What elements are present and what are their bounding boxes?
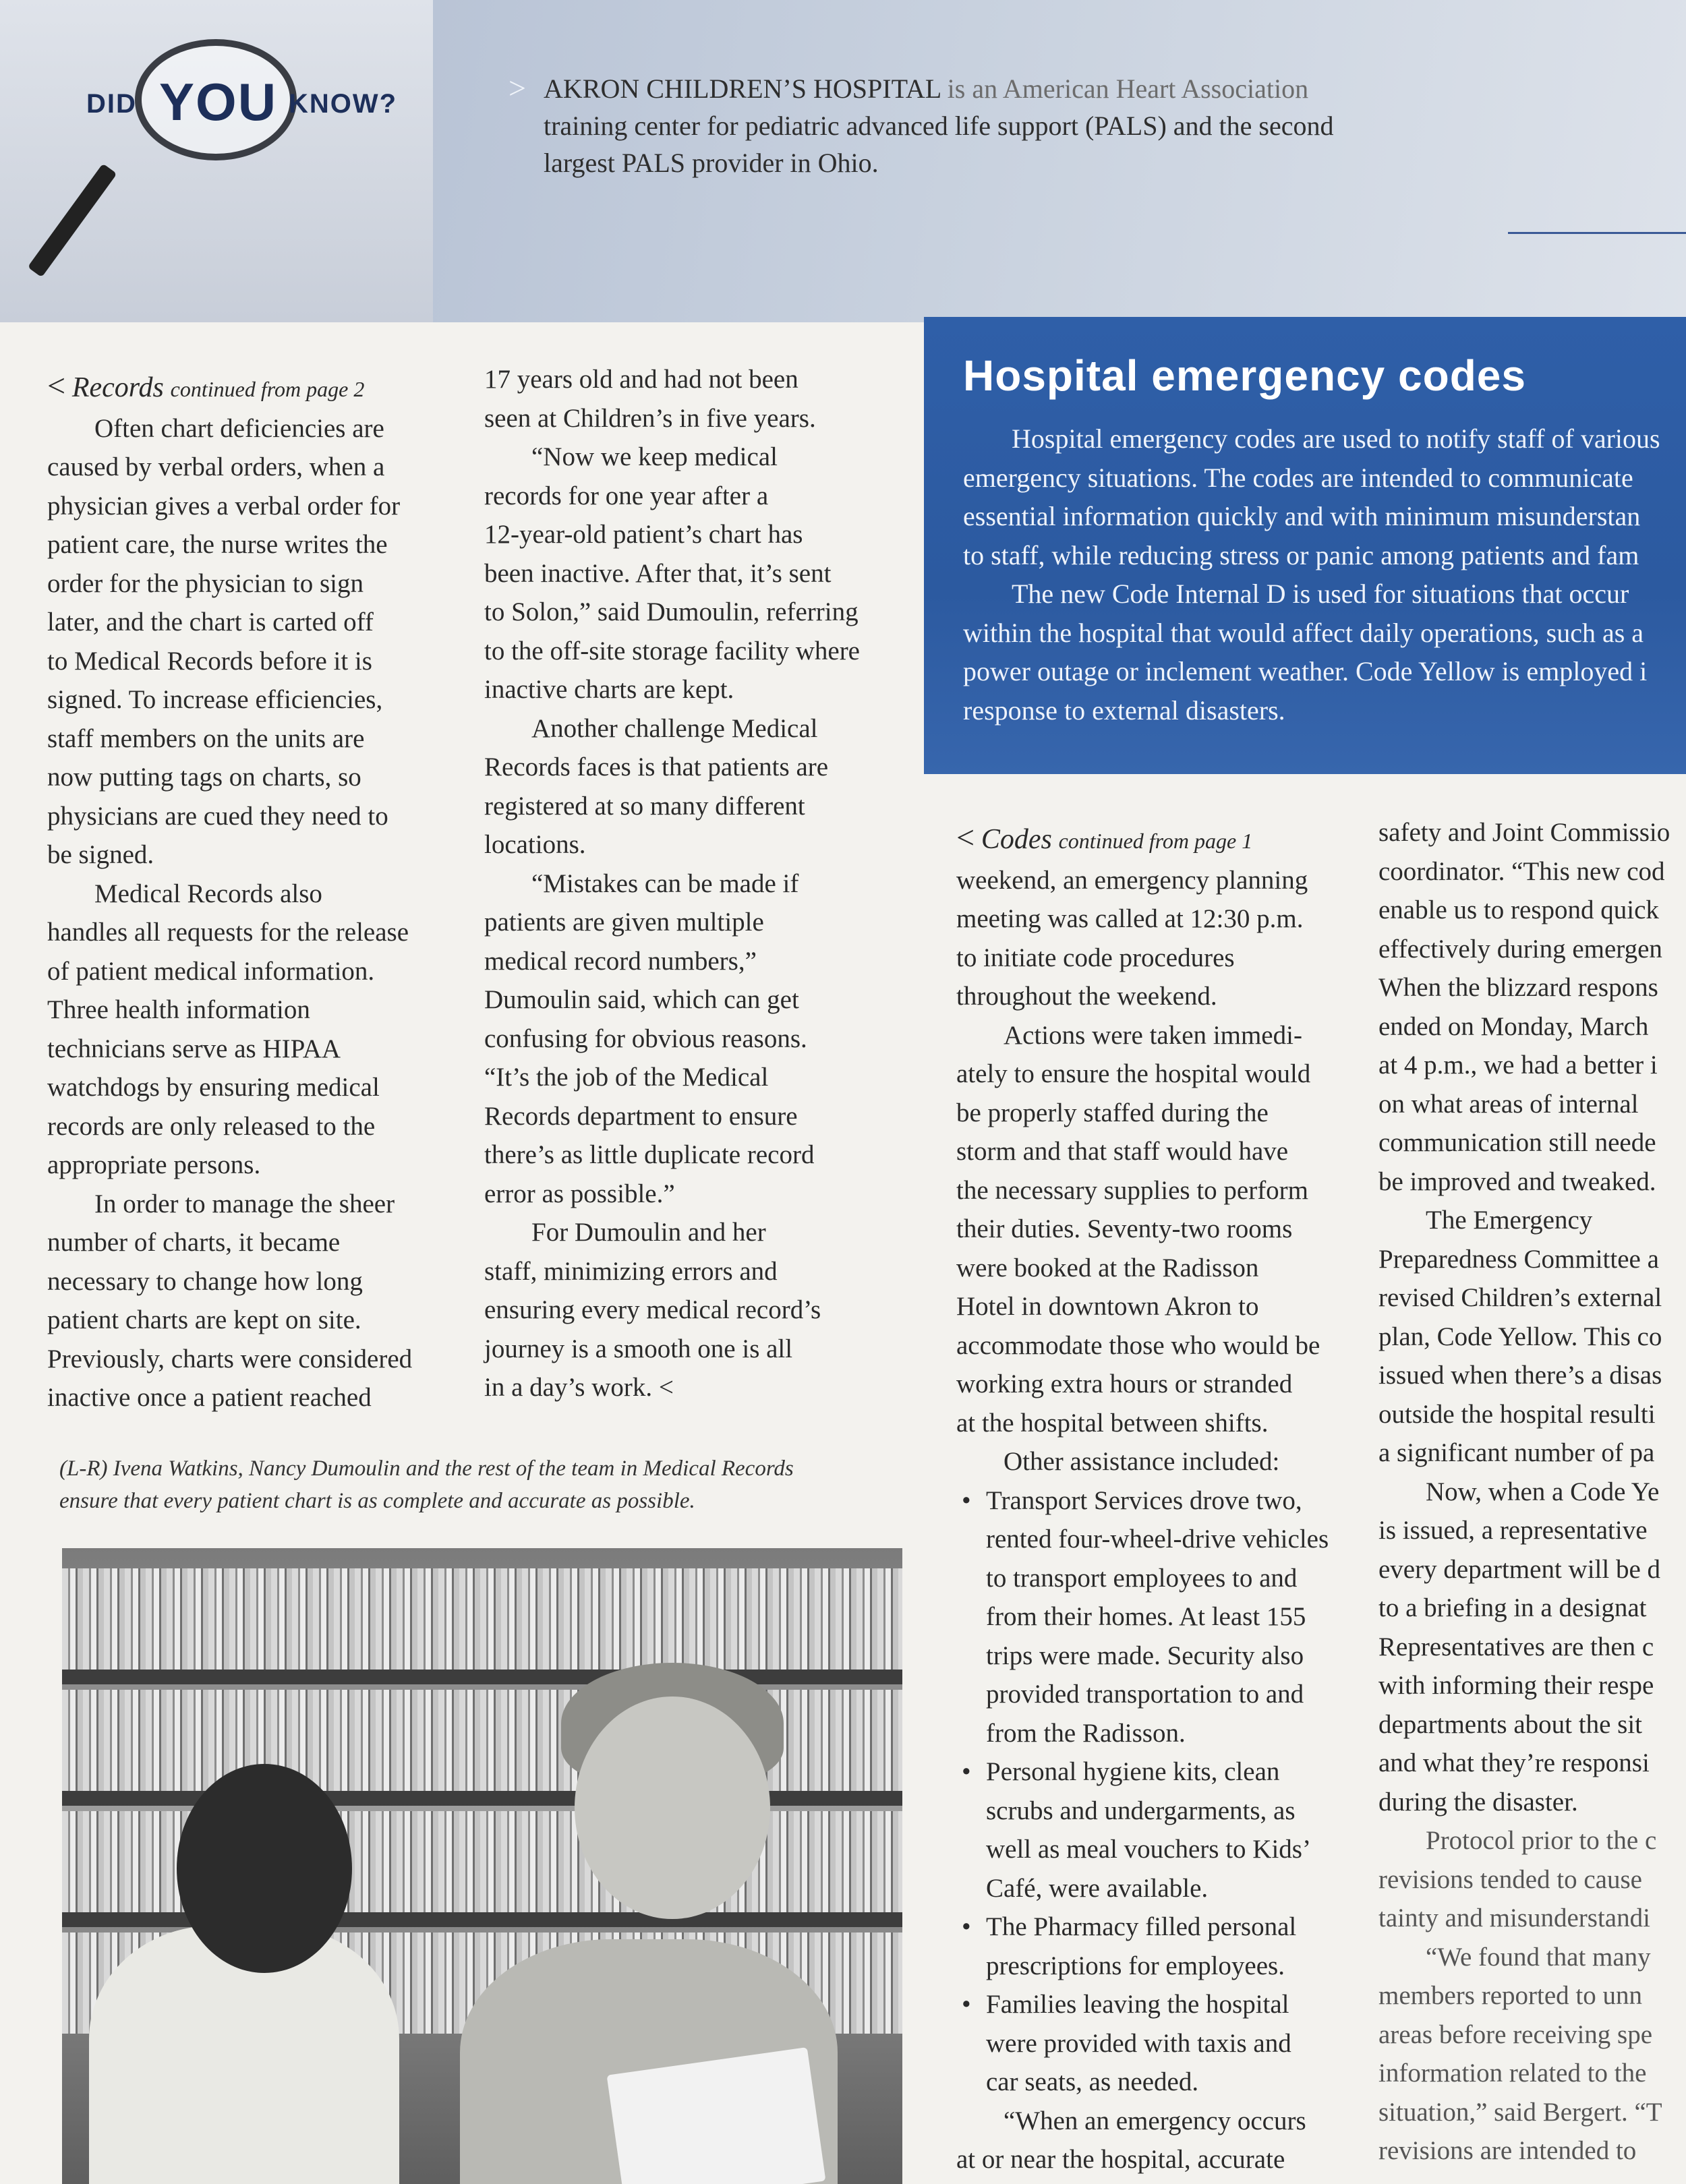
- list-item: [956, 1908, 1361, 1985]
- list-item: [956, 1752, 1361, 1908]
- text-line: be improved and tweaked.: [1378, 1167, 1656, 1196]
- text-line: signed. To increase efficiencies,: [47, 685, 383, 714]
- file-shelf: [62, 1568, 902, 1670]
- text-line: weekend, an emergency planning: [956, 865, 1308, 895]
- text-line: Representatives are then c: [1378, 1632, 1654, 1661]
- codes-title: Hospital emergency codes: [963, 351, 1526, 400]
- text-line: appropriate persons.: [47, 1150, 261, 1179]
- continued-arrow-icon: <: [47, 368, 66, 404]
- text-line: to initiate code procedures: [956, 943, 1235, 972]
- text-line: handles all requests for the release: [47, 918, 409, 947]
- text-line: the necessary supplies to perform: [956, 1175, 1309, 1205]
- text-line: Actions were taken immedi-: [1004, 1020, 1302, 1050]
- records-paragraph-3: [47, 1185, 465, 1417]
- text-line: 12-year-old patient’s chart has: [484, 520, 803, 549]
- caption-line: ensure that every patient chart is as complete and accurate as possible.: [59, 1489, 695, 1513]
- fact-arrow-icon: >: [508, 71, 526, 105]
- text-line: enable us to respond quick: [1378, 895, 1659, 924]
- text-line: records for one year after a: [484, 481, 769, 510]
- text-line: to the off-site storage facility where: [484, 636, 860, 666]
- text-line: error as possible.”: [484, 1179, 675, 1208]
- text-line: physicians are cued they need to: [47, 801, 388, 831]
- text-line: revisions are intended to: [1378, 2136, 1637, 2165]
- text-line: at or near the hospital, accurate: [956, 2145, 1285, 2174]
- text-line: emergency situations. The codes are intended to communicate: [963, 462, 1633, 493]
- fact-line-2: training center for pediatric advanced life support (PALS) and the second: [544, 111, 1334, 141]
- person-right-head: [575, 1696, 770, 1919]
- text-line: Three health information: [47, 995, 310, 1024]
- continued-arrow-icon: <: [956, 820, 975, 856]
- text-line: patients are given multiple: [484, 908, 764, 937]
- text-line: Previously, charts were considered: [47, 1344, 413, 1374]
- text-line: situation,” said Bergert. “T: [1378, 2097, 1662, 2127]
- text-line: “Now we keep medical: [531, 442, 778, 471]
- text-line: to a briefing in a designat: [1378, 1593, 1647, 1622]
- records-column-1: [47, 367, 465, 1417]
- fact-line-3: largest PALS provider in Ohio.: [544, 148, 879, 178]
- text-line: accommodate those who would be: [956, 1330, 1320, 1360]
- text-line: “We found that many: [1426, 1942, 1651, 1972]
- text-line: caused by verbal orders, when a: [47, 452, 385, 481]
- text-line: Records faces is that patients are: [484, 752, 829, 781]
- text-line: patient charts are kept on site.: [47, 1305, 361, 1334]
- text-line: Preparedness Committee a: [1378, 1244, 1659, 1274]
- codes-continued-text: continued from page 1: [1058, 829, 1253, 853]
- text-line: meeting was called at 12:30 p.m.: [956, 904, 1304, 933]
- text-line: • Transport Services drove two,: [986, 1485, 1302, 1515]
- text-line: “Mistakes can be made if: [531, 868, 799, 898]
- codes-lead-word: Codes: [981, 824, 1052, 855]
- text-line: be signed.: [47, 840, 154, 869]
- text-line: patient care, the nurse writes the: [47, 530, 388, 559]
- text-line: to Medical Records before it is: [47, 646, 372, 676]
- text-line: communication still neede: [1378, 1128, 1656, 1157]
- text-line: trips were made. Security also: [986, 1641, 1304, 1670]
- text-line: ended on Monday, March: [1378, 1011, 1649, 1041]
- text-line: inactive once a patient reached: [47, 1383, 372, 1412]
- text-line: to transport employees to and: [986, 1563, 1298, 1593]
- text-line: physician gives a verbal order for: [47, 491, 401, 521]
- text-line: at the hospital between shifts.: [956, 1408, 1269, 1438]
- decorative-rule: [1508, 232, 1686, 234]
- text-line: Café, were available.: [986, 1873, 1209, 1903]
- text-line: their duties. Seventy-two rooms: [956, 1214, 1293, 1243]
- fact-line-1-rest: is an American Heart Association: [947, 73, 1309, 104]
- fact-lead: AKRON CHILDREN’S HOSPITAL: [544, 73, 941, 104]
- dyk-know-label: KNOW?: [289, 89, 398, 119]
- text-line: • The Pharmacy filled personal: [986, 1912, 1297, 1941]
- text-line: Records department to ensure: [484, 1101, 798, 1131]
- text-line: Dumoulin said, which can get: [484, 985, 799, 1014]
- text-line: necessary to change how long: [47, 1266, 363, 1296]
- text-line: technicians serve as HIPAA: [47, 1034, 341, 1063]
- text-line: When the blizzard respons: [1378, 973, 1658, 1002]
- text-line: provided transportation to and: [986, 1680, 1304, 1709]
- text-line: with informing their respe: [1378, 1671, 1654, 1700]
- text-line: were provided with taxis and: [986, 2028, 1291, 2058]
- text-line: Hotel in downtown Akron to: [956, 1292, 1259, 1321]
- text-line: every department will be d: [1378, 1554, 1661, 1584]
- text-line: For Dumoulin and her: [531, 1218, 766, 1247]
- records-continued-text: continued from page 2: [170, 377, 365, 401]
- text-line: to Solon,” said Dumoulin, referring: [484, 597, 859, 626]
- text-line: issued when there’s a disas: [1378, 1361, 1662, 1390]
- text-line: staff members on the units are: [47, 724, 365, 753]
- text-line: Often chart deficiencies are: [94, 413, 384, 443]
- codes-continued-lead: [956, 819, 1361, 861]
- text-line: power outage or inclement weather. Code Yellow is employed i: [963, 656, 1648, 686]
- person-left-head: [177, 1764, 352, 1973]
- text-line: were booked at the Radisson: [956, 1253, 1259, 1282]
- text-line: registered at so many different: [484, 791, 805, 821]
- text-line: The Emergency: [1426, 1206, 1593, 1235]
- text-line: staff, minimizing errors and: [484, 1256, 778, 1286]
- caption-line: (L-R) Ivena Watkins, Nancy Dumoulin and the rest of the team in Medical Records: [59, 1456, 794, 1481]
- medical-records-team-photo: [62, 1548, 902, 2184]
- codes-column-1: [956, 819, 1361, 2179]
- text-line: from their homes. At least 155: [986, 1602, 1306, 1631]
- text-line: In order to manage the sheer: [94, 1189, 395, 1218]
- text-line: revised Children’s external: [1378, 1283, 1662, 1312]
- dyk-did-label: DID: [86, 89, 137, 119]
- text-line: coordinator. “This new cod: [1378, 856, 1665, 886]
- list-item: [956, 1481, 1361, 1753]
- text-line: information related to the: [1378, 2059, 1647, 2088]
- text-line: departments about the sit: [1378, 1709, 1642, 1739]
- text-line: car seats, as needed.: [986, 2067, 1199, 2096]
- text-line: seen at Children’s in five years.: [484, 403, 816, 433]
- text-line: response to external disasters.: [963, 695, 1285, 726]
- text-line: during the disaster.: [1378, 1787, 1578, 1817]
- photo-caption: [59, 1452, 869, 1517]
- text-line: 17 years old and had not been: [484, 365, 798, 394]
- text-line: in a day’s work. <: [484, 1373, 674, 1402]
- text-line: there’s as little duplicate record: [484, 1140, 815, 1169]
- text-line: and what they’re responsi: [1378, 1748, 1650, 1777]
- text-line: a significant number of pa: [1378, 1438, 1655, 1467]
- text-line: well as meal vouchers to Kids’: [986, 1835, 1311, 1864]
- text-line: of patient medical information.: [47, 956, 375, 986]
- text-line: plan, Code Yellow. This co: [1378, 1322, 1662, 1351]
- shelf-edge: [62, 1670, 902, 1684]
- records-lead-word: Records: [71, 372, 164, 403]
- text-line: working extra hours or stranded: [956, 1369, 1293, 1398]
- text-line: records are only released to the: [47, 1111, 376, 1141]
- text-line: be properly staffed during the: [956, 1098, 1269, 1127]
- text-line: journey is a smooth one is all: [484, 1334, 793, 1363]
- text-line: members reported to unn: [1378, 1981, 1642, 2010]
- text-line: on what areas of internal: [1378, 1089, 1639, 1119]
- text-line: inactive charts are kept.: [484, 675, 734, 704]
- text-line: Hospital emergency codes are used to notify staff of various: [1012, 423, 1660, 454]
- text-line: “It’s the job of the Medical: [484, 1063, 769, 1092]
- text-line: tainty and misunderstandi: [1378, 1903, 1650, 1932]
- records-column-2: [484, 360, 889, 1407]
- text-line: safety and Joint Commissio: [1378, 818, 1670, 847]
- list-item: [956, 1985, 1361, 2102]
- records-paragraph-2: [47, 875, 465, 1185]
- text-line: Now, when a Code Ye: [1426, 1477, 1660, 1506]
- text-line: areas before receiving spe: [1378, 2019, 1653, 2049]
- text-line: confusing for obvious reasons.: [484, 1024, 807, 1053]
- text-line: watchdogs by ensuring medical: [47, 1073, 380, 1102]
- text-line: locations.: [484, 830, 586, 859]
- text-line: prescriptions for employees.: [986, 1951, 1285, 1980]
- assistance-list: [956, 1481, 1361, 2102]
- text-line: throughout the weekend.: [956, 982, 1217, 1011]
- text-line: “When an emergency occurs: [1004, 2106, 1306, 2135]
- text-line: from the Radisson.: [986, 1718, 1186, 1748]
- records-continued-lead: [47, 367, 465, 409]
- text-line: at 4 p.m., we had a better i: [1378, 1051, 1658, 1080]
- text-line: storm and that staff would have: [956, 1137, 1289, 1166]
- text-line: medical record numbers,”: [484, 946, 757, 976]
- text-line: Other assistance included:: [1004, 1447, 1280, 1476]
- fact-text: [544, 70, 1420, 181]
- fact-line-1: [544, 70, 1420, 107]
- dyk-you-label: YOU: [159, 72, 278, 131]
- text-line: ensuring every medical record’s: [484, 1295, 821, 1324]
- text-line: is issued, a representative: [1378, 1516, 1648, 1545]
- text-line: ately to ensure the hospital would: [956, 1059, 1311, 1088]
- text-line: • Personal hygiene kits, clean: [986, 1757, 1280, 1786]
- text-line: scrubs and undergarments, as: [986, 1796, 1296, 1825]
- shelf-edge: [62, 1791, 902, 1806]
- text-line: outside the hospital resulti: [1378, 1399, 1656, 1429]
- text-line: • Families leaving the hospital: [986, 1990, 1289, 2019]
- text-line: essential information quickly and with minimum misunderstan: [963, 501, 1641, 531]
- records-paragraph-1: [47, 409, 465, 875]
- text-line: been inactive. After that, it’s sent: [484, 558, 832, 588]
- text-line: order for the physician to sign: [47, 568, 364, 598]
- text-line: Protocol prior to the c: [1426, 1826, 1657, 1855]
- text-line: revisions tended to cause: [1378, 1864, 1642, 1894]
- codes-intro: [963, 419, 1686, 730]
- codes-column-2: [1378, 813, 1686, 2171]
- text-line: Another challenge Medical: [531, 713, 818, 743]
- text-line: later, and the chart is carted off: [47, 608, 374, 637]
- text-line: within the hospital that would affect daily operations, such as a: [963, 617, 1644, 648]
- text-line: effectively during emergen: [1378, 934, 1662, 964]
- text-line: Medical Records also: [94, 879, 322, 908]
- text-line: The new Code Internal D is used for situations that occur: [1012, 579, 1629, 609]
- text-line: rented four-wheel-drive vehicles: [986, 1525, 1329, 1554]
- text-line: to staff, while reducing stress or panic among patients and fam: [963, 539, 1639, 570]
- text-line: now putting tags on charts, so: [47, 763, 361, 792]
- text-line: number of charts, it became: [47, 1228, 341, 1257]
